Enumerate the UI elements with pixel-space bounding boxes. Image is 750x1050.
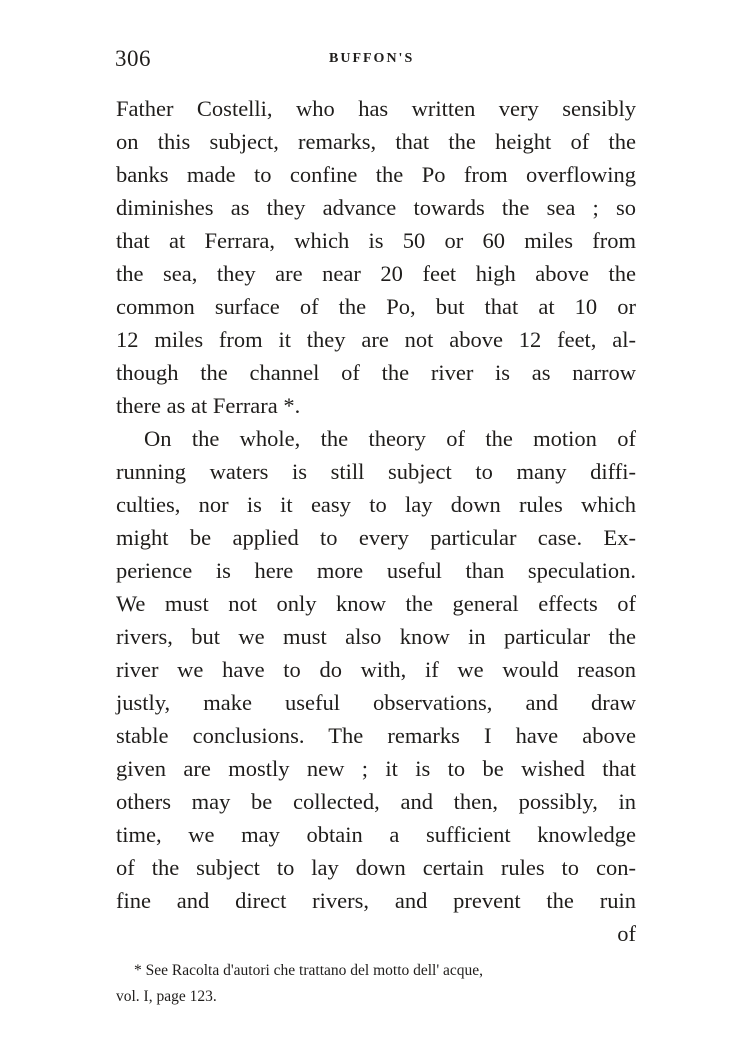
body-text (116, 92, 636, 950)
text-line: culties, nor is it easy to lay down rules which (116, 492, 636, 517)
text-line: the sea, they are near 20 feet high above the (116, 261, 636, 286)
text-line: of the subject to lay down certain rules to con- (116, 855, 636, 880)
text-line: though the channel of the river is as narrow (116, 360, 636, 385)
text-line: others may be collected, and then, possibly, in (116, 789, 636, 814)
text-line: fine and direct rivers, and prevent the ruin (116, 888, 636, 913)
text-line: rivers, but we must also know in particular the (116, 624, 636, 649)
paragraph-1 (116, 92, 636, 422)
catchword: of (617, 921, 636, 946)
paragraph-2 (116, 422, 636, 917)
text-line: Father Costelli, who has written very sensibly (116, 96, 636, 121)
text-line: river we have to do with, if we would reason (116, 657, 636, 682)
text-line: given are mostly new ; it is to be wished that (116, 756, 636, 781)
text-line: perience is here more useful than speculation. (116, 558, 636, 583)
text-line: We must not only know the general effects of (116, 591, 636, 616)
text-line: time, we may obtain a sufficient knowledge (116, 822, 636, 847)
text-line: stable conclusions. The remarks I have above (116, 723, 636, 748)
text-line: diminishes as they advance towards the sea ; so (116, 195, 636, 220)
text-line: there as at Ferrara *. (116, 393, 301, 418)
text-line: justly, make useful observations, and draw (116, 690, 636, 715)
footnote (116, 958, 636, 1010)
text-line: common surface of the Po, but that at 10 or (116, 294, 636, 319)
text-line: might be applied to every particular case. Ex- (116, 525, 636, 550)
footnote-line: vol. I, page 123. (116, 988, 217, 1005)
text-line: on this subject, remarks, that the height of the (116, 129, 636, 154)
text-line: banks made to confine the Po from overflowing (116, 162, 636, 187)
text-line: that at Ferrara, which is 50 or 60 miles from (116, 228, 636, 253)
running-head (115, 46, 635, 76)
text-line: 12 miles from it they are not above 12 feet, al- (116, 327, 636, 352)
page-number: 306 (115, 46, 151, 71)
running-title: BUFFON'S (329, 51, 415, 66)
footnote-line: * See Racolta d'autori che trattano del motto dell' acque, (134, 962, 484, 979)
text-line: running waters is still subject to many diffi- (116, 459, 636, 484)
text-line: On the whole, the theory of the motion of (144, 426, 636, 451)
